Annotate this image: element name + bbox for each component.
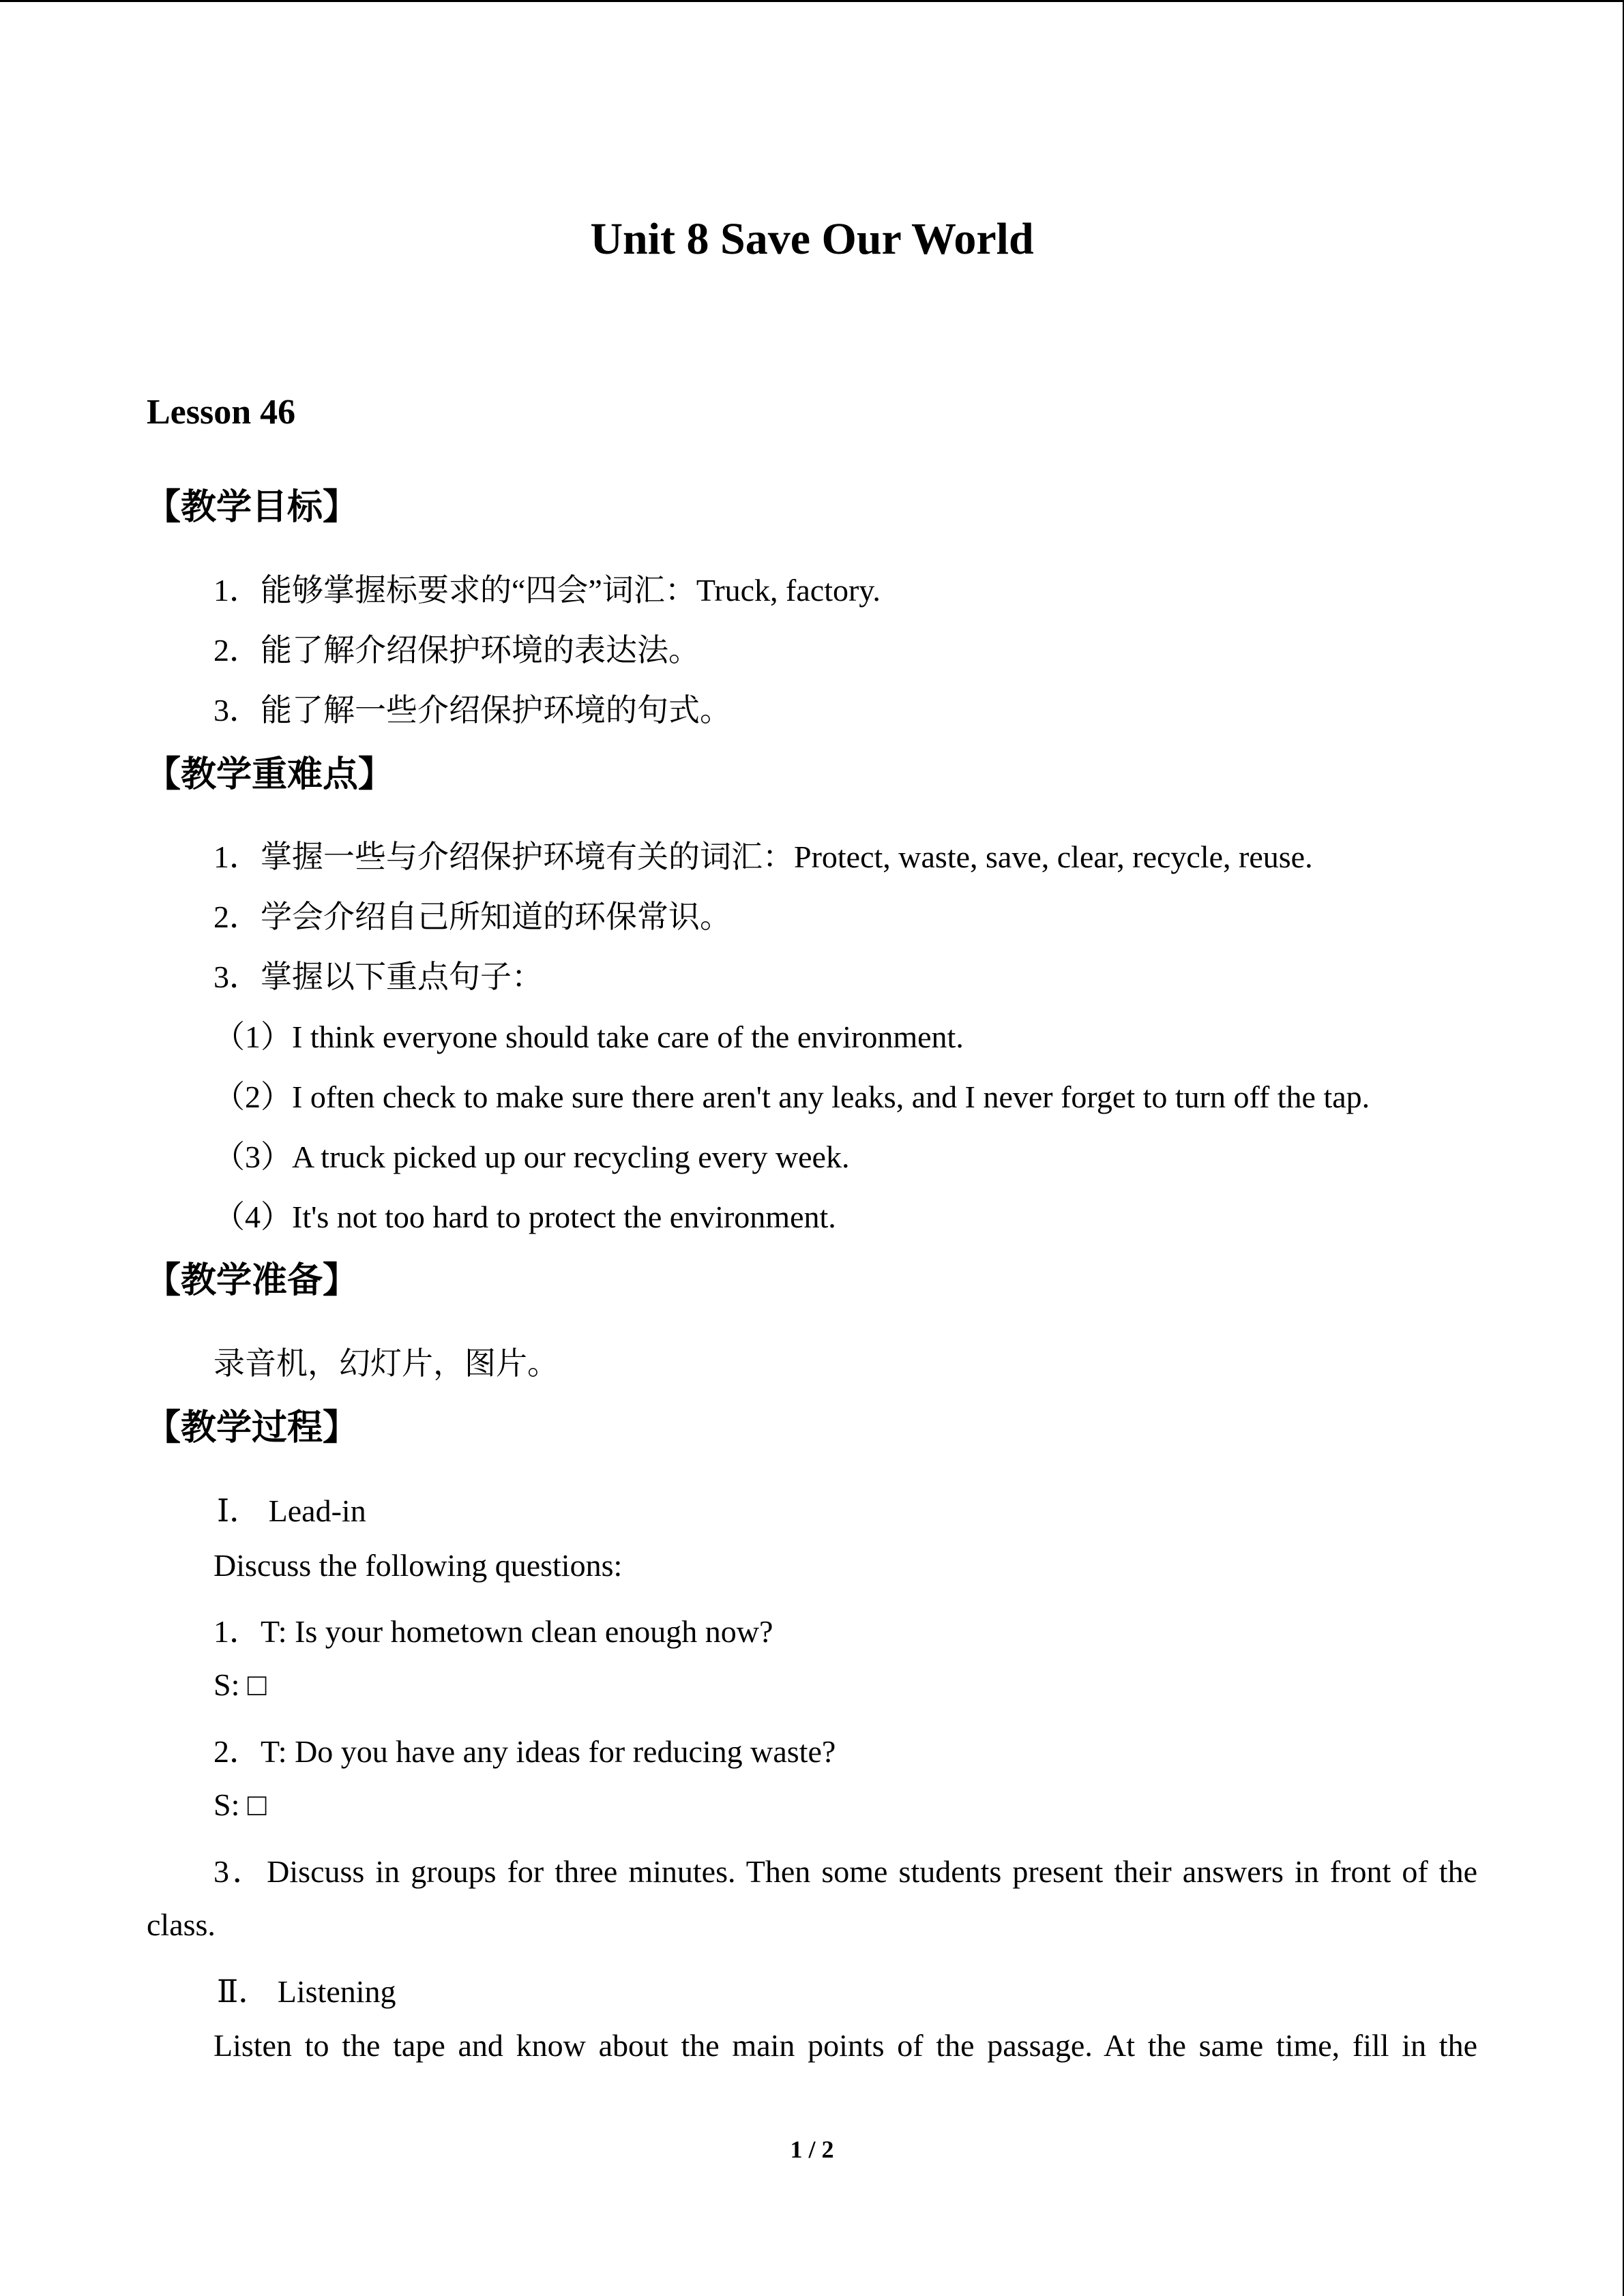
key-point-item: 1．掌握一些与介绍保护环境有关的词汇：Protect, waste, save, clear, recycle, reuse.	[213, 839, 1313, 874]
section-heading-preparation: 【教学准备】	[145, 1260, 359, 1301]
page-number: 1 / 2	[790, 2136, 834, 2163]
preparation-text: 录音机，幻灯片，图片。	[213, 1346, 559, 1381]
listening-text: Listen to the tape and know about the main points of the passage. At the same time, fill in the	[213, 2028, 1477, 2063]
key-sentence: （4）It's not too hard to protect the environment.	[213, 1199, 836, 1234]
objective-item: 2．能了解介绍保护环境的表达法。	[213, 633, 700, 668]
question-item: 2．T: Do you have any ideas for reducing waste?	[213, 1734, 836, 1769]
key-point-item: 3．掌握以下重点句子：	[213, 959, 543, 994]
question-item: 1．T: Is your hometown clean enough now?	[213, 1614, 773, 1649]
key-sentence: （2）I often check to make sure there aren't any leaks, and I never forget to turn off the tap.	[213, 1079, 1370, 1114]
question-item: 3．Discuss in groups for three minutes. Then some students present their answers in front of the	[213, 1854, 1477, 1889]
section-heading-key-points: 【教学重难点】	[145, 754, 394, 795]
listening-label: Ⅱ． Listening	[217, 1974, 396, 2009]
lead-in-label: Ⅰ． Lead-in	[217, 1493, 366, 1528]
lead-in-intro: Discuss the following questions:	[213, 1548, 623, 1583]
student-answer: S: □	[213, 1667, 267, 1702]
document-title: Unit 8 Save Our World	[590, 214, 1034, 264]
key-point-item: 2．学会介绍自己所知道的环保常识。	[213, 899, 731, 934]
objective-item: 3．能了解一些介绍保护环境的句式。	[213, 693, 731, 728]
key-sentence: （1）I think everyone should take care of the environment.	[213, 1019, 964, 1054]
student-answer: S: □	[213, 1787, 267, 1822]
section-heading-process: 【教学过程】	[145, 1407, 359, 1448]
lesson-heading: Lesson 46	[147, 393, 296, 432]
section-heading-objectives: 【教学目标】	[145, 487, 359, 528]
key-sentence: （3）A truck picked up our recycling every week.	[213, 1139, 850, 1174]
question-item-continuation: class.	[147, 1907, 216, 1942]
objective-item: 1．能够掌握标要求的“四会”词汇：Truck, factory.	[213, 573, 881, 608]
